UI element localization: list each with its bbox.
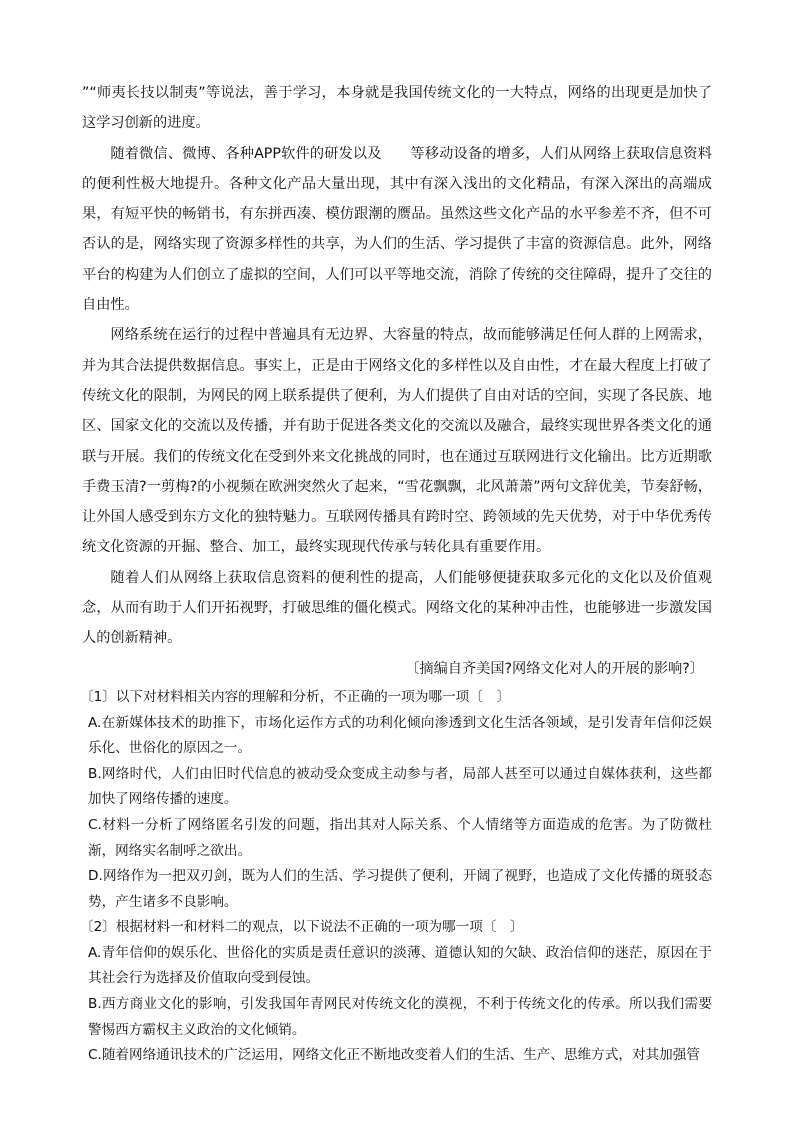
question-1 (82, 685, 712, 915)
question-option-b: B.网络时代，人们由旧时代信息的被动受众变成主动参与者，局部人甚至可以通过自媒体获利，这些都加快了网络传播的速度。 (88, 765, 712, 808)
reading-passage (82, 78, 712, 684)
question-option-c: C.材料一分析了网络匿名引发的问题，指出其对人际关系、个人情绪等方面造成的危害。为了防微杜渐，网络实名制呼之欲出。 (88, 816, 712, 859)
question-option-b: B.西方商业文化的影响，引发我国年青网民对传统文化的漠视，不利于传统文化的传承。所以我们需要警惕西方霸权主义政治的文化倾销。 (88, 996, 712, 1038)
passage-paragraph-4: 随着人们从网络上获取信息资料的便利性的提高，人们能够便捷获取多元化的文化以及价值观念，从而有助于人们开拓视野，打破思维的僵化模式。网络文化的某种冲击性，也能够进一步激发国人的创新精神。 (82, 569, 712, 647)
question-stem: 〔2〕根据材料一和材料二的观点，以下说法不正确的一项为哪一项〔 〕 (80, 919, 524, 936)
question-option-a: A.在新媒体技术的助推下，市场化运作方式的功利化倾向渗透到文化生活各领域，是引发青年信仰泛娱乐化、世俗化的原因之一。 (88, 714, 712, 757)
question-stem: 〔1〕以下对材料相关内容的理解和分析，不正确的一项为哪一项〔 〕 (80, 688, 511, 705)
passage-paragraph-1: ”“师夷长技以制夷”等说法，善于学习，本身就是我国传统文化的一大特点，网络的出现更是加快了这学习创新的进度。 (82, 85, 712, 132)
question-option-a: A.青年信仰的娱乐化、世俗化的实质是责任意识的淡薄、道德认知的欠缺、政治信仰的迷茫，原因在于其社会行为选择及价值取向受到侵蚀。 (88, 944, 712, 987)
passage-paragraph-2: 随着微信、微博、各种APP软件的研发以及 等移动设备的增多，人们从网络上获取信息资料的便利性极大地提升。各种文化产品大量出现，其中有深入浅出的文化精品，有深入深出的高端成果，有短平快的畅销书，有东拼西凑、模仿跟潮的赝品。虽然这些文化产品的水平参差不齐，但不可否认的是，网络实现了资源多样性的共享，为人们的生活、学习提供了丰富的资源信息。此外，网络平台的构建为人们创立了虚拟的空间，人们可以平等地交流，消除了传统的交往障碍，提升了交往的自由性。 (82, 145, 712, 314)
question-option-c: C.随着网络通讯技术的广泛运用，网络文化正不断地改变着人们的生活、生产、思维方式，对其加强管 (88, 1047, 700, 1064)
passage-paragraph-3: 网络系统在运行的过程中普遍具有无边界、大容量的特点，故而能够满足任何人群的上网需求，并为其合法提供数据信息。事实上，正是由于网络文化的多样性以及自由性，才在最大程度上打破了传统文化的限制，为网民的网上联系提供了便利，为人们提供了自由对话的空间，实现了各民族、地区、国家文化的交流以及传播，并有助于促进各类文化的交流以及融合，最终实现世界各类文化的通联与开展。我们的传统文化在受到外来文化挑战的同时，也在通过互联网进行文化输出。比方近期歌手费玉清?一剪梅?的小视频在欧洲突然火了起来，“雪花飘飘，北风萧萧”两句文辞优美，节奏舒畅，让外国人感受到东方文化的独特魅力。互联网传播具有跨时空、跨领域的先天优势，对于中华优秀传统文化资源的开掘、整合、加工，最终实现现代传承与转化具有重要作用。 (82, 327, 712, 556)
question-option-d: D.网络作为一把双刃剑，既为人们的生活、学习提供了便利，开阔了视野，也造成了文化传播的斑驳态势，产生诸多不良影响。 (88, 868, 712, 910)
question-2 (82, 915, 712, 1069)
question-list (82, 685, 712, 1069)
passage-source: 〔摘编自齐美国?网络文化对人的开展的影响?〕 (405, 660, 704, 677)
